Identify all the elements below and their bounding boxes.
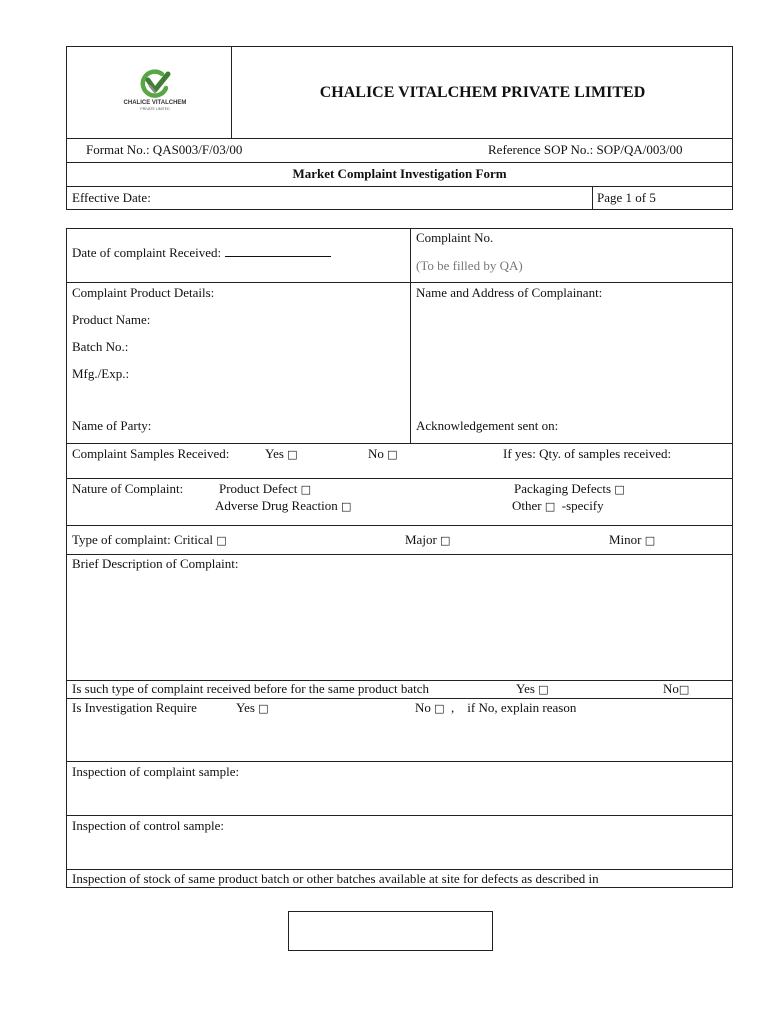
received-before-label: Is such type of complaint received before for the same product batch: [72, 681, 429, 696]
samples-no-option[interactable]: No □: [368, 446, 398, 461]
critical-option[interactable]: [72, 532, 227, 549]
packaging-defects-option[interactable]: Packaging Defects □: [514, 481, 625, 496]
major-checkbox[interactable]: □: [440, 534, 451, 547]
received-before-yes-checkbox[interactable]: □: [538, 683, 549, 696]
footer-box: [288, 911, 493, 951]
samples-received-label: Complaint Samples Received:: [72, 446, 230, 461]
complaint-no-label: Complaint No.: [416, 230, 494, 245]
inspection-complaint-label: Inspection of complaint sample:: [72, 764, 240, 779]
minor-option[interactable]: Minor □: [609, 532, 656, 547]
other-option[interactable]: Other □ -specify: [512, 498, 604, 513]
inspection-control-label: Inspection of control sample:: [72, 818, 224, 833]
name-of-party-label: Name of Party:: [72, 418, 152, 433]
investigation-yes-checkbox[interactable]: □: [258, 702, 269, 715]
investigation-no-checkbox[interactable]: □: [434, 702, 445, 715]
form-title: Market Complaint Investigation Form: [292, 166, 507, 181]
logo-subtext: PRIVATE LIMITED: [140, 107, 170, 111]
received-before-no-checkbox[interactable]: □: [678, 683, 690, 696]
investigation-no-option[interactable]: No □ , if No, explain reason: [415, 700, 577, 715]
product-details-label: Complaint Product Details:: [72, 285, 215, 300]
batch-no-label: Batch No.:: [72, 339, 129, 354]
type-label: Type of complaint: Critical: [72, 532, 213, 547]
explain-label: if No, explain reason: [467, 700, 577, 715]
complaint-no-hint: (To be filled by QA): [416, 258, 523, 273]
packaging-defects-checkbox[interactable]: □: [614, 483, 625, 496]
adverse-reaction-option[interactable]: Adverse Drug Reaction □: [215, 498, 352, 513]
samples-yes-checkbox[interactable]: □: [287, 448, 298, 461]
logo-text: CHALICE VITALCHEM: [123, 100, 187, 106]
samples-yes-option[interactable]: Yes □: [265, 446, 298, 461]
product-defect-checkbox[interactable]: □: [300, 483, 311, 496]
other-checkbox[interactable]: □: [544, 500, 556, 513]
brief-description-label: Brief Description of Complaint:: [72, 556, 239, 571]
samples-no-checkbox[interactable]: □: [387, 448, 398, 461]
adverse-reaction-checkbox[interactable]: □: [341, 500, 352, 513]
brief-description-area[interactable]: [67, 574, 732, 679]
minor-checkbox[interactable]: □: [644, 534, 656, 547]
received-before-yes-option[interactable]: Yes □: [516, 681, 549, 696]
critical-checkbox[interactable]: □: [216, 534, 227, 547]
page-number: Page 1 of 5: [597, 190, 656, 205]
company-name: CHALICE VITALCHEM PRIVATE LIMITED: [319, 84, 646, 101]
investigation-yes-option[interactable]: Yes □: [236, 700, 269, 715]
product-defect-option[interactable]: Product Defect □: [219, 481, 311, 496]
reference-sop: Reference SOP No.: SOP/QA/003/00: [488, 142, 683, 157]
product-name-label: Product Name:: [72, 312, 151, 327]
investigation-required-label: Is Investigation Require: [72, 700, 197, 715]
complainant-label: Name and Address of Complainant:: [416, 285, 603, 300]
date-received-field[interactable]: [72, 244, 331, 261]
mfg-exp-label: Mfg./Exp.:: [72, 366, 130, 381]
date-received-blank[interactable]: [225, 244, 331, 257]
qty-samples-label: If yes: Qty. of samples received:: [503, 446, 672, 461]
inspection-stock-label: Inspection of stock of same product batch or other batches available at site for defects as described in: [72, 871, 599, 886]
acknowledgement-label: Acknowledgement sent on:: [416, 418, 559, 433]
logo-mark-icon: [110, 66, 200, 100]
effective-date-label: Effective Date:: [72, 190, 151, 205]
received-before-no-option[interactable]: No□: [663, 681, 690, 696]
date-received-label: Date of complaint Received:: [72, 245, 222, 260]
major-option[interactable]: Major □: [405, 532, 451, 547]
specify-label: -specify: [561, 498, 604, 513]
format-number: Format No.: QAS003/F/03/00: [86, 142, 243, 157]
nature-label: Nature of Complaint:: [72, 481, 184, 496]
company-logo: [110, 66, 200, 116]
